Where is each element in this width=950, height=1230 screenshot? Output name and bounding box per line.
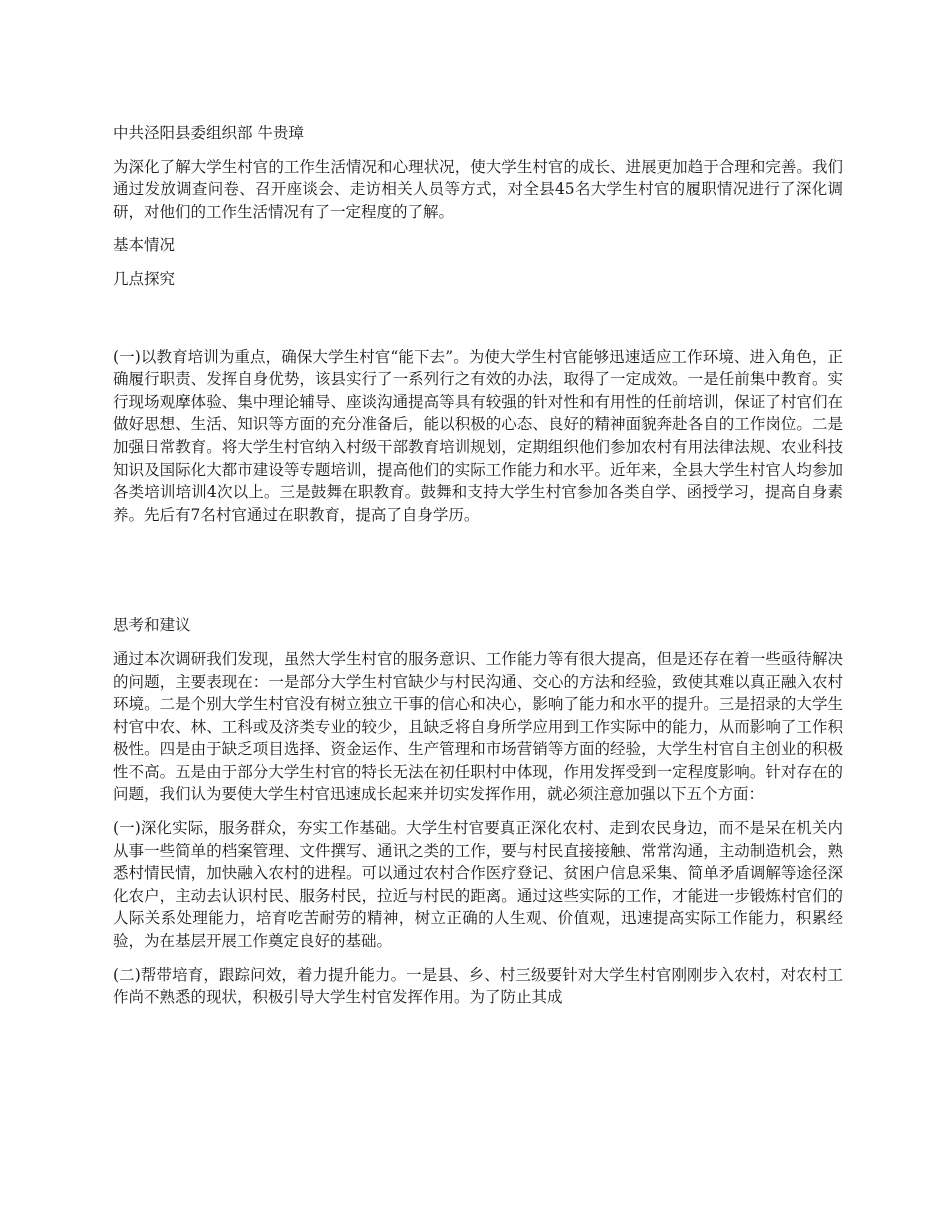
paragraph-deepen-practice: (一)深化实际，服务群众，夯实工作基础。大学生村官要真正深化农村、走到农民身边，而不是呆在机关内从事一些简单的档案管理、文件撰写、通讯之类的工作，要与村民直接接触、常常沟通，主动制造机会，熟悉村情民情，加快融入农村的进程。可以通过农村合作医疗登记、贫困户信息采集、简单矛盾调解等途径深化农户，主动去认识村民、服务村民，拉近与村民的距离。通过这些实际的工作，才能进一步锻炼村官们的人际关系处理能力，培育吃苦耐劳的精神，树立正确的人生观、价值观，迅速提高实际工作能力，积累经验，为在基层开展工作奠定良好的基础。 bbox=[113, 819, 843, 951]
paragraph-mentoring: (二)帮带培育，跟踪问效，着力提升能力。一是县、乡、村三级要针对大学生村官刚刚步入农村，对农村工作尚不熟悉的现状，积极引导大学生村官发挥作用。为了防止其成 bbox=[113, 965, 843, 1007]
heading-thoughts-suggestions: 思考和建议 bbox=[113, 616, 191, 635]
paragraph-education-training: (一)以教育培训为重点，确保大学生村官“能下去”。为使大学生村官能够迅速适应工作环境、进入角色，正确履行职责、发挥自身优势，该县实行了一系列行之有效的办法，取得了一定成效。一是任前集中教育。实行现场观摩体验、集中理论辅导、座谈沟通提高等具有较强的针对性和有用性的任前培训，保证了村官们在做好思想、生活、知识等方面的充分准备后，能以积极的心态、良好的精神面貌奔赴各自的工作岗位。二是加强日常教育。将大学生村官纳入村级干部教育培训规划，定期组织他们参加农村有用法律法规、农业科技知识及国际化大都市建设等专题培训，提高他们的实际工作能力和水平。近年来，全县大学生村官人均参加各类培训培训4次以上。三是鼓舞在职教育。鼓舞和支持大学生村官参加各类自学、函授学习，提高自身素养。先后有7名村官通过在职教育，提高了自身学历。 bbox=[113, 347, 843, 524]
document-body bbox=[113, 122, 843, 1009]
author-line: 中共泾阳县委组织部 牛贵璋 bbox=[113, 124, 304, 142]
heading-basic-situation: 基本情况 bbox=[113, 236, 176, 255]
heading-exploration: 几点探究 bbox=[113, 269, 176, 288]
paragraph-findings: 通过本次调研我们发现，虽然大学生村官的服务意识、工作能力等有很大提高，但是还存在着一些亟待解决的问题，主要表现在：一是部分大学生村官缺少与村民沟通、交心的方法和经验，致使其难以真正融入农村环境。二是个别大学生村官没有树立独立干事的信心和决心，影响了能力和水平的提升。三是招录的大学生村官中农、林、工科或及济类专业的较少，且缺乏将自身所学应用到工作实际中的能力，从而影响了工作积极性。四是由于缺乏项目选择、资金运作、生产管理和市场营销等方面的经验，大学生村官自主创业的积极性不高。五是由于部分大学生村官的特长无法在初任职村中体现，作用发挥受到一定程度影响。针对存在的问题，我们认为要使大学生村官迅速成长起来并切实发挥作用，就必须注意加强以下五个方面： bbox=[113, 649, 843, 804]
intro-paragraph: 为深化了解大学生村官的工作生活情况和心理状况，使大学生村官的成长、进展更加趋于合理和完善。我们通过发放调查问卷、召开座谈会、走访相关人员等方式，对全县45名大学生村官的履职情况进行了深化调研，对他们的工作生活情况有了一定程度的了解。 bbox=[113, 157, 843, 221]
